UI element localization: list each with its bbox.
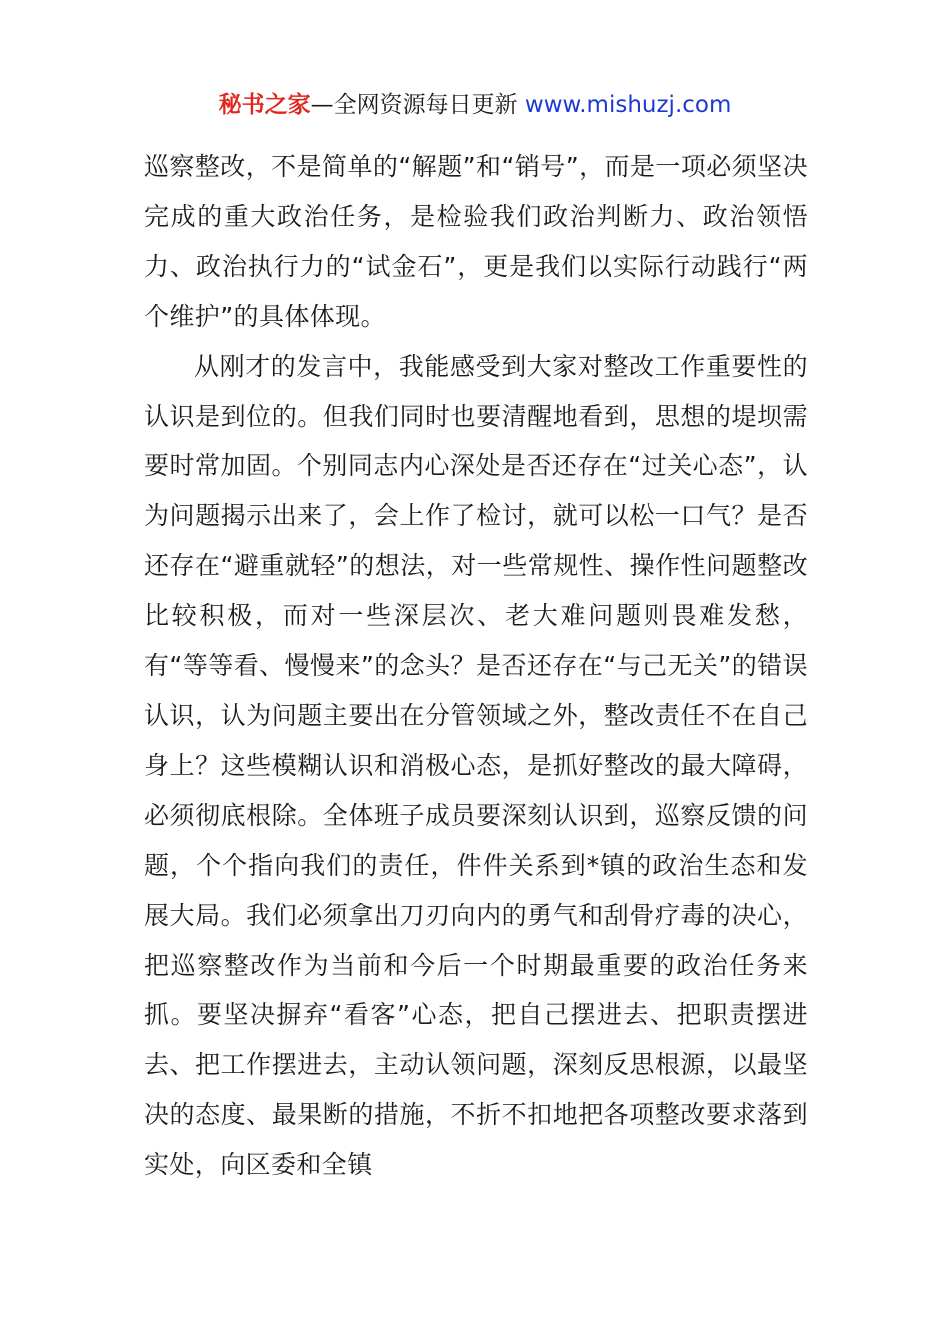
header-separator: — [310,92,334,118]
paragraph-1: 巡察整改，不是简单的“解题”和“销号”，而是一项必须坚决完成的重大政治任务，是检验我们政治判断力、政治领悟力、政治执行力的“试金石”，更是我们以实际行动践行“两个维护”的具体体现。 [144,152,808,331]
header-tagline: 全网资源每日更新 [333,92,518,118]
header-brand: 秘书之家 [218,92,311,118]
header-url-link[interactable]: www.mishuzj.com [524,92,732,118]
paragraph-2: 从刚才的发言中，我能感受到大家对整改工作重要性的认识是到位的。但我们同时也要清醒地看到，思想的堤坝需要时常加固。个别同志内心深处是否还存在“过关心态”，认为问题揭示出来了，会上作了检讨，就可以松一口气？是否还存在“避重就轻”的想法，对一些常规性、操作性问题整改比较积极，而对一些深层次、老大难问题则畏难发愁，有“等等看、慢慢来”的念头？是否还存在“与己无关”的错误认识，认为问题主要出在分管领域之外，整改责任不在自己身上？这些模糊认识和消极心态，是抓好整改的最大障碍，必须彻底根除。全体班子成员要深刻认识到，巡察反馈的问题，个个指向我们的责任，件件关系到*镇的政治生态和发展大局。我们必须拿出刀刃向内的勇气和刮骨疗毒的决心，把巡察整改作为当前和今后一个时期最重要的政治任务来抓。要坚决摒弃“看客”心态，把自己摆进去、把职责摆进去、把工作摆进去，主动认领问题，深刻反思根源，以最坚决的态度、最果断的措施，不折不扣地把各项整改要求落到实处，向区委和全镇 [144,351,808,1180]
page-header [0,88,950,122]
document-body [144,142,808,1190]
